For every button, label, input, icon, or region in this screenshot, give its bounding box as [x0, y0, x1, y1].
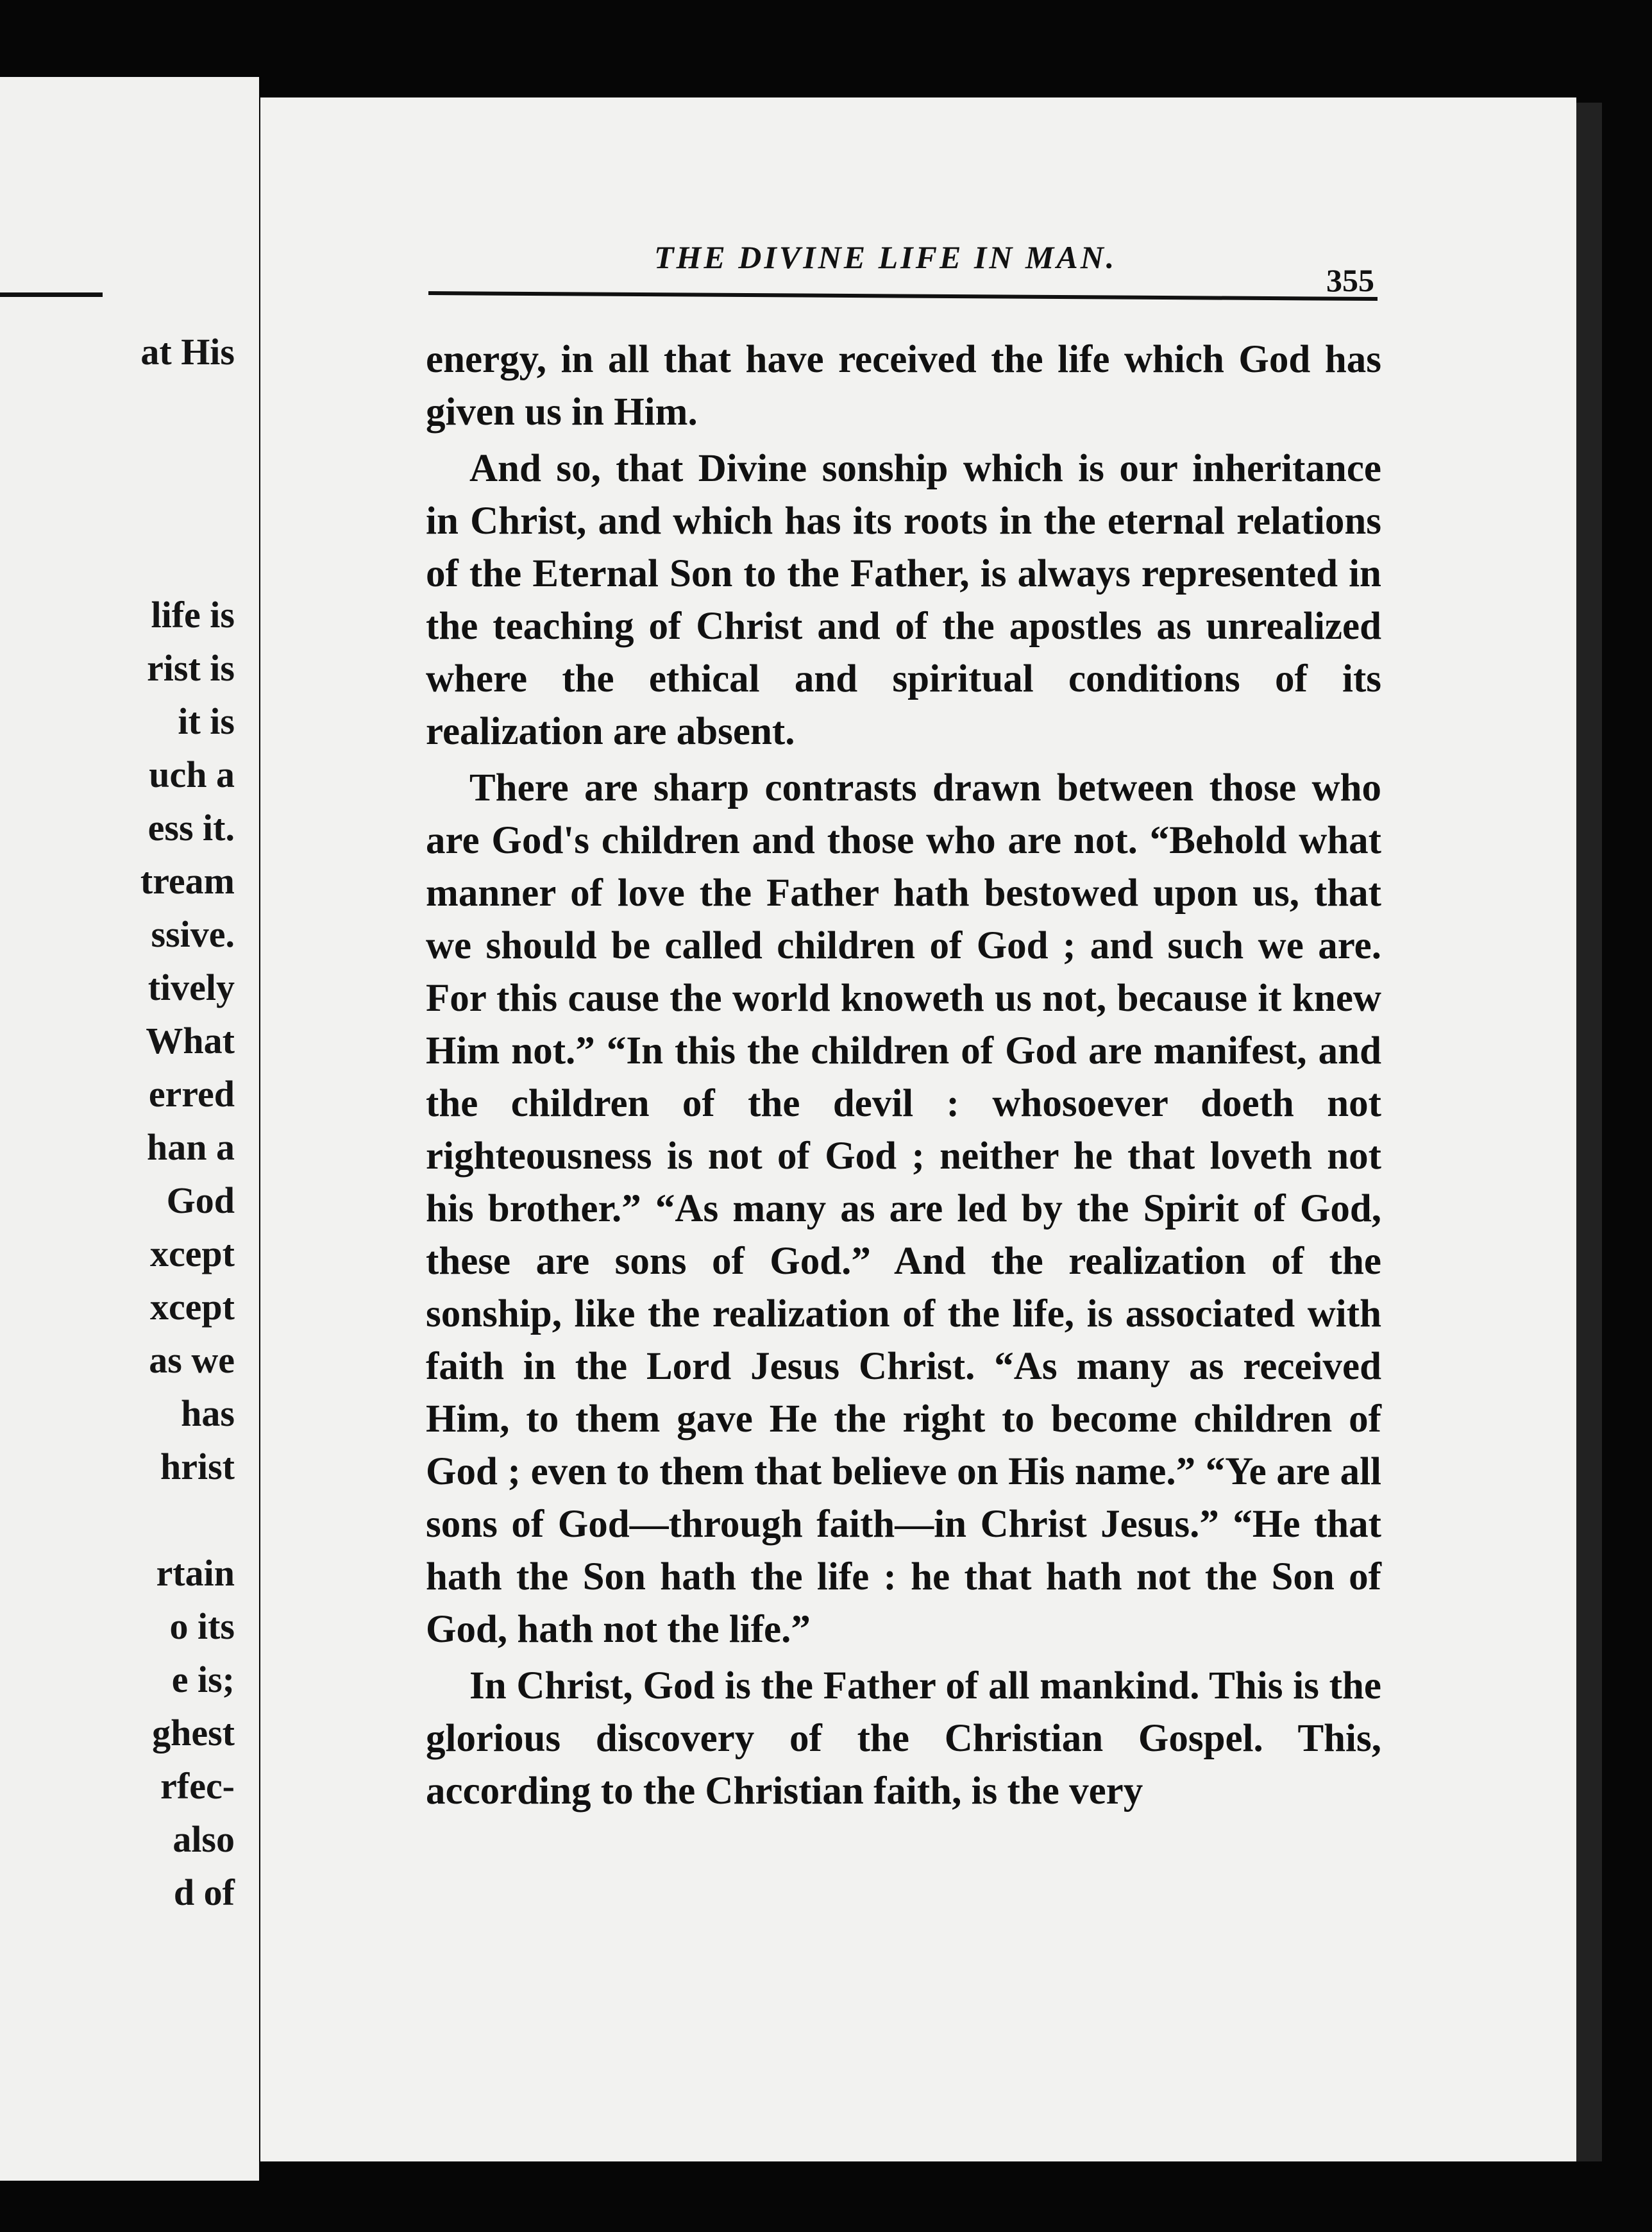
- left-page-line: rist is: [147, 647, 235, 689]
- left-page-line: e is;: [171, 1659, 235, 1700]
- left-page-line: it is: [178, 700, 235, 742]
- left-page-line: erred: [148, 1073, 235, 1115]
- left-page-line: xcept: [149, 1233, 235, 1274]
- left-page-line: ssive.: [151, 913, 235, 955]
- left-page-line: life is: [151, 594, 235, 636]
- left-page-line: rtain: [156, 1552, 235, 1594]
- left-page-line: d of: [173, 1872, 235, 1913]
- left-page-line: as we: [149, 1339, 235, 1381]
- left-heading-fragment: at His: [140, 331, 235, 373]
- left-page-line: han a: [146, 1126, 235, 1168]
- left-page-line: has: [181, 1392, 235, 1434]
- left-page-line: also: [173, 1818, 235, 1860]
- left-page-line: What: [146, 1020, 235, 1061]
- left-page-line: hrist: [160, 1446, 235, 1487]
- paragraph-3: There are sharp contrasts drawn between those who are God's children and those who are not. “Behold what manner of love the Father hath bestowed upon us, that we should be called children of God ; and such we are. For this cause the world knoweth us not, because it knew Him not.” “In this the children of God are manifest, and the children of the devil : whosoever doeth not righteousness is not of God ; neither he that loveth not his brother.” “As many as are led by the Spirit of God, these are sons of God.” And the realization of the sonship, like the realization of the life, is associated with faith in the Lord Jesus Christ. “As many as received Him, to them gave He the right to become children of God ; even to them that believe on His name.” “Ye are all sons of God—through faith—in Christ Jesus.” “He that hath the Son hath the life : he that hath not the Son of God, hath not the life.”: [426, 766, 1381, 1651]
- paragraph-1: energy, in all that have received the life which God has given us in Him.: [426, 338, 1381, 434]
- left-page-rule: [0, 292, 103, 297]
- left-page-line: tively: [148, 967, 235, 1008]
- body-text: [426, 334, 1381, 1818]
- paragraph-2: And so, that Divine sonship which is our inheritance in Christ, and which has its roots in the eternal relations of the Eternal Son to the Father, is always represented in the teaching of Christ and of the apostles as unrealized where the ethical and spiritual conditions of its realization are absent.: [426, 447, 1381, 753]
- left-page-line: o its: [169, 1605, 235, 1647]
- page-number: 355: [1326, 262, 1374, 298]
- left-page-line: tream: [140, 860, 235, 902]
- page-edge: [1576, 103, 1602, 2161]
- left-page-line: rfec-: [160, 1765, 235, 1807]
- left-page-line: God: [166, 1179, 235, 1221]
- left-page: [0, 77, 259, 2181]
- left-page-line: xcept: [149, 1286, 235, 1328]
- running-head: THE DIVINE LIFE IN MAN.: [654, 239, 1117, 275]
- paragraph-4: In Christ, God is the Father of all mankind. This is the glorious discovery of the Christian Gospel. This, according to the Christian faith, is the very: [426, 1664, 1381, 1813]
- left-page-line: ghest: [152, 1712, 235, 1754]
- left-page-line: uch a: [149, 754, 235, 795]
- left-page-line: ess it.: [148, 807, 235, 849]
